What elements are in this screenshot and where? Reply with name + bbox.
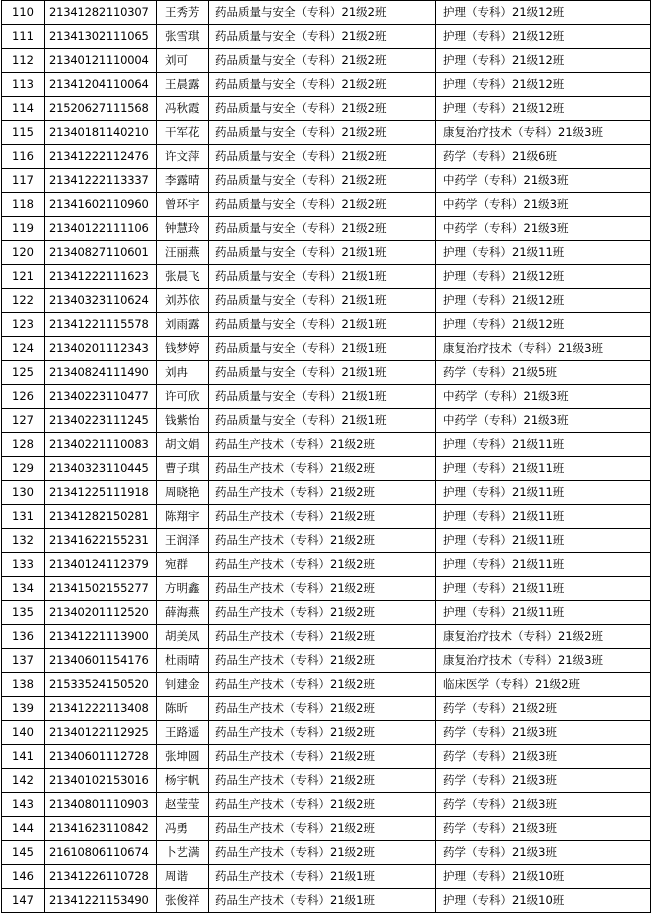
original-class-cell: 药品质量与安全（专科）21级2班 bbox=[209, 121, 436, 145]
student-name-cell: 方明鑫 bbox=[157, 577, 209, 601]
student-name-cell: 陈昕 bbox=[157, 697, 209, 721]
student-id-cell: 21341221115578 bbox=[45, 313, 157, 337]
student-name-cell: 张坤圆 bbox=[157, 745, 209, 769]
row-number-cell: 112 bbox=[2, 49, 45, 73]
student-id-cell: 21341225111918 bbox=[45, 481, 157, 505]
original-class-cell: 药品质量与安全（专科）21级2班 bbox=[209, 73, 436, 97]
student-name-cell: 钊建金 bbox=[157, 673, 209, 697]
student-id-cell: 21341222113337 bbox=[45, 169, 157, 193]
student-name-cell: 张雪琪 bbox=[157, 25, 209, 49]
student-name-cell: 王润泽 bbox=[157, 529, 209, 553]
original-class-cell: 药品生产技术（专科）21级2班 bbox=[209, 649, 436, 673]
original-class-cell: 药品质量与安全（专科）21级1班 bbox=[209, 409, 436, 433]
row-number-cell: 119 bbox=[2, 217, 45, 241]
new-class-cell: 中药学（专科）21级3班 bbox=[436, 217, 651, 241]
new-class-cell: 护理（专科）21级12班 bbox=[436, 265, 651, 289]
student-name-cell: 许文萍 bbox=[157, 145, 209, 169]
student-name-cell: 曾环宇 bbox=[157, 193, 209, 217]
row-number-cell: 146 bbox=[2, 865, 45, 889]
table-row bbox=[2, 673, 651, 697]
student-id-cell: 21341221113900 bbox=[45, 625, 157, 649]
student-id-cell: 21341222113408 bbox=[45, 697, 157, 721]
original-class-cell: 药品生产技术（专科）21级1班 bbox=[209, 865, 436, 889]
row-number-cell: 140 bbox=[2, 721, 45, 745]
new-class-cell: 护理（专科）21级11班 bbox=[436, 481, 651, 505]
student-id-cell: 21341204110064 bbox=[45, 73, 157, 97]
original-class-cell: 药品生产技术（专科）21级2班 bbox=[209, 601, 436, 625]
new-class-cell: 药学（专科）21级3班 bbox=[436, 793, 651, 817]
row-number-cell: 127 bbox=[2, 409, 45, 433]
student-id-cell: 21340323110624 bbox=[45, 289, 157, 313]
new-class-cell: 护理（专科）21级12班 bbox=[436, 289, 651, 313]
table-row bbox=[2, 217, 651, 241]
original-class-cell: 药品质量与安全（专科）21级2班 bbox=[209, 25, 436, 49]
new-class-cell: 中药学（专科）21级3班 bbox=[436, 193, 651, 217]
original-class-cell: 药品质量与安全（专科）21级1班 bbox=[209, 385, 436, 409]
student-id-cell: 21340221110083 bbox=[45, 433, 157, 457]
new-class-cell: 护理（专科）21级12班 bbox=[436, 49, 651, 73]
new-class-cell: 药学（专科）21级3班 bbox=[436, 817, 651, 841]
row-number-cell: 110 bbox=[2, 1, 45, 25]
student-id-cell: 21341602110960 bbox=[45, 193, 157, 217]
row-number-cell: 137 bbox=[2, 649, 45, 673]
original-class-cell: 药品质量与安全（专科）21级2班 bbox=[209, 145, 436, 169]
original-class-cell: 药品生产技术（专科）21级2班 bbox=[209, 673, 436, 697]
table-row bbox=[2, 841, 651, 865]
student-name-cell: 王晨露 bbox=[157, 73, 209, 97]
original-class-cell: 药品生产技术（专科）21级2班 bbox=[209, 433, 436, 457]
table-row bbox=[2, 457, 651, 481]
table-row bbox=[2, 793, 651, 817]
original-class-cell: 药品质量与安全（专科）21级2班 bbox=[209, 217, 436, 241]
new-class-cell: 康复治疗技术（专科）21级2班 bbox=[436, 625, 651, 649]
row-number-cell: 139 bbox=[2, 697, 45, 721]
student-transfer-table bbox=[1, 0, 651, 913]
student-id-cell: 21520627111568 bbox=[45, 97, 157, 121]
new-class-cell: 药学（专科）21级3班 bbox=[436, 721, 651, 745]
student-id-cell: 21340122111106 bbox=[45, 217, 157, 241]
row-number-cell: 138 bbox=[2, 673, 45, 697]
new-class-cell: 药学（专科）21级3班 bbox=[436, 841, 651, 865]
row-number-cell: 126 bbox=[2, 385, 45, 409]
table-body bbox=[2, 1, 651, 913]
student-name-cell: 王路遥 bbox=[157, 721, 209, 745]
new-class-cell: 护理（专科）21级11班 bbox=[436, 241, 651, 265]
row-number-cell: 135 bbox=[2, 601, 45, 625]
student-name-cell: 宛群 bbox=[157, 553, 209, 577]
row-number-cell: 131 bbox=[2, 505, 45, 529]
student-name-cell: 赵莹莹 bbox=[157, 793, 209, 817]
student-name-cell: 周谐 bbox=[157, 865, 209, 889]
student-id-cell: 21341282150281 bbox=[45, 505, 157, 529]
student-id-cell: 21340181140210 bbox=[45, 121, 157, 145]
table-row bbox=[2, 769, 651, 793]
new-class-cell: 护理（专科）21级12班 bbox=[436, 97, 651, 121]
row-number-cell: 143 bbox=[2, 793, 45, 817]
new-class-cell: 护理（专科）21级11班 bbox=[436, 433, 651, 457]
student-id-cell: 21340124112379 bbox=[45, 553, 157, 577]
row-number-cell: 114 bbox=[2, 97, 45, 121]
table-row bbox=[2, 97, 651, 121]
new-class-cell: 护理（专科）21级11班 bbox=[436, 577, 651, 601]
row-number-cell: 130 bbox=[2, 481, 45, 505]
student-name-cell: 张俊祥 bbox=[157, 889, 209, 913]
table-row bbox=[2, 697, 651, 721]
student-id-cell: 21340601154176 bbox=[45, 649, 157, 673]
row-number-cell: 133 bbox=[2, 553, 45, 577]
table-row bbox=[2, 577, 651, 601]
table-row bbox=[2, 25, 651, 49]
original-class-cell: 药品生产技术（专科）21级2班 bbox=[209, 817, 436, 841]
new-class-cell: 药学（专科）21级5班 bbox=[436, 361, 651, 385]
table-row bbox=[2, 265, 651, 289]
student-id-cell: 21340601112728 bbox=[45, 745, 157, 769]
table-row bbox=[2, 313, 651, 337]
original-class-cell: 药品质量与安全（专科）21级2班 bbox=[209, 97, 436, 121]
row-number-cell: 124 bbox=[2, 337, 45, 361]
original-class-cell: 药品生产技术（专科）21级2班 bbox=[209, 577, 436, 601]
student-id-cell: 21340223110477 bbox=[45, 385, 157, 409]
new-class-cell: 护理（专科）21级11班 bbox=[436, 505, 651, 529]
table-row bbox=[2, 73, 651, 97]
new-class-cell: 护理（专科）21级11班 bbox=[436, 601, 651, 625]
original-class-cell: 药品质量与安全（专科）21级1班 bbox=[209, 265, 436, 289]
row-number-cell: 128 bbox=[2, 433, 45, 457]
row-number-cell: 117 bbox=[2, 169, 45, 193]
table-row bbox=[2, 817, 651, 841]
original-class-cell: 药品质量与安全（专科）21级2班 bbox=[209, 49, 436, 73]
original-class-cell: 药品质量与安全（专科）21级2班 bbox=[209, 169, 436, 193]
table-row bbox=[2, 145, 651, 169]
student-name-cell: 杨宇帆 bbox=[157, 769, 209, 793]
student-name-cell: 许可欣 bbox=[157, 385, 209, 409]
original-class-cell: 药品生产技术（专科）21级2班 bbox=[209, 745, 436, 769]
table-row bbox=[2, 361, 651, 385]
new-class-cell: 护理（专科）21级11班 bbox=[436, 553, 651, 577]
table-row bbox=[2, 601, 651, 625]
row-number-cell: 136 bbox=[2, 625, 45, 649]
table-row bbox=[2, 121, 651, 145]
student-name-cell: 曹子琪 bbox=[157, 457, 209, 481]
new-class-cell: 护理（专科）21级12班 bbox=[436, 1, 651, 25]
row-number-cell: 142 bbox=[2, 769, 45, 793]
original-class-cell: 药品生产技术（专科）21级1班 bbox=[209, 889, 436, 913]
original-class-cell: 药品生产技术（专科）21级2班 bbox=[209, 769, 436, 793]
original-class-cell: 药品生产技术（专科）21级2班 bbox=[209, 505, 436, 529]
student-id-cell: 21340801110903 bbox=[45, 793, 157, 817]
student-name-cell: 钟慧玲 bbox=[157, 217, 209, 241]
table-row bbox=[2, 385, 651, 409]
student-name-cell: 钱紫怡 bbox=[157, 409, 209, 433]
student-name-cell: 胡文娟 bbox=[157, 433, 209, 457]
student-name-cell: 杜雨晴 bbox=[157, 649, 209, 673]
table-row bbox=[2, 505, 651, 529]
student-name-cell: 汪丽燕 bbox=[157, 241, 209, 265]
table-row bbox=[2, 49, 651, 73]
student-id-cell: 21341623110842 bbox=[45, 817, 157, 841]
original-class-cell: 药品质量与安全（专科）21级1班 bbox=[209, 361, 436, 385]
row-number-cell: 134 bbox=[2, 577, 45, 601]
new-class-cell: 中药学（专科）21级3班 bbox=[436, 169, 651, 193]
table-row bbox=[2, 481, 651, 505]
table-row bbox=[2, 241, 651, 265]
student-name-cell: 卜艺满 bbox=[157, 841, 209, 865]
student-id-cell: 21341622155231 bbox=[45, 529, 157, 553]
original-class-cell: 药品质量与安全（专科）21级1班 bbox=[209, 337, 436, 361]
student-id-cell: 21341226110728 bbox=[45, 865, 157, 889]
student-name-cell: 刘苏依 bbox=[157, 289, 209, 313]
table-row bbox=[2, 649, 651, 673]
student-name-cell: 刘冉 bbox=[157, 361, 209, 385]
new-class-cell: 护理（专科）21级10班 bbox=[436, 865, 651, 889]
table-row bbox=[2, 865, 651, 889]
original-class-cell: 药品生产技术（专科）21级2班 bbox=[209, 721, 436, 745]
original-class-cell: 药品质量与安全（专科）21级1班 bbox=[209, 241, 436, 265]
student-name-cell: 陈翔宇 bbox=[157, 505, 209, 529]
original-class-cell: 药品生产技术（专科）21级2班 bbox=[209, 697, 436, 721]
student-name-cell: 周晓艳 bbox=[157, 481, 209, 505]
student-id-cell: 21340201112520 bbox=[45, 601, 157, 625]
row-number-cell: 147 bbox=[2, 889, 45, 913]
student-name-cell: 冯勇 bbox=[157, 817, 209, 841]
student-name-cell: 王秀芳 bbox=[157, 1, 209, 25]
original-class-cell: 药品生产技术（专科）21级2班 bbox=[209, 529, 436, 553]
original-class-cell: 药品生产技术（专科）21级2班 bbox=[209, 793, 436, 817]
row-number-cell: 113 bbox=[2, 73, 45, 97]
new-class-cell: 中药学（专科）21级3班 bbox=[436, 385, 651, 409]
new-class-cell: 药学（专科）21级3班 bbox=[436, 745, 651, 769]
row-number-cell: 123 bbox=[2, 313, 45, 337]
new-class-cell: 护理（专科）21级12班 bbox=[436, 25, 651, 49]
student-id-cell: 21340201112343 bbox=[45, 337, 157, 361]
row-number-cell: 141 bbox=[2, 745, 45, 769]
student-id-cell: 21341221153490 bbox=[45, 889, 157, 913]
table-row bbox=[2, 889, 651, 913]
student-id-cell: 21341302111065 bbox=[45, 25, 157, 49]
table-row bbox=[2, 289, 651, 313]
student-id-cell: 21340323110445 bbox=[45, 457, 157, 481]
original-class-cell: 药品质量与安全（专科）21级1班 bbox=[209, 313, 436, 337]
new-class-cell: 临床医学（专科）21级2班 bbox=[436, 673, 651, 697]
student-id-cell: 21341222111623 bbox=[45, 265, 157, 289]
row-number-cell: 111 bbox=[2, 25, 45, 49]
row-number-cell: 120 bbox=[2, 241, 45, 265]
row-number-cell: 121 bbox=[2, 265, 45, 289]
new-class-cell: 中药学（专科）21级3班 bbox=[436, 409, 651, 433]
student-id-cell: 21340121110004 bbox=[45, 49, 157, 73]
table-row bbox=[2, 169, 651, 193]
student-name-cell: 干军花 bbox=[157, 121, 209, 145]
table-row bbox=[2, 433, 651, 457]
student-id-cell: 21340827110601 bbox=[45, 241, 157, 265]
student-name-cell: 胡美凤 bbox=[157, 625, 209, 649]
original-class-cell: 药品生产技术（专科）21级2班 bbox=[209, 457, 436, 481]
student-name-cell: 刘雨露 bbox=[157, 313, 209, 337]
row-number-cell: 129 bbox=[2, 457, 45, 481]
student-id-cell: 21341282110307 bbox=[45, 1, 157, 25]
new-class-cell: 康复治疗技术（专科）21级3班 bbox=[436, 649, 651, 673]
row-number-cell: 125 bbox=[2, 361, 45, 385]
original-class-cell: 药品生产技术（专科）21级2班 bbox=[209, 841, 436, 865]
student-name-cell: 李露晴 bbox=[157, 169, 209, 193]
student-id-cell: 21340223111245 bbox=[45, 409, 157, 433]
table-row bbox=[2, 409, 651, 433]
student-id-cell: 21340102153016 bbox=[45, 769, 157, 793]
student-name-cell: 冯秋霞 bbox=[157, 97, 209, 121]
row-number-cell: 118 bbox=[2, 193, 45, 217]
original-class-cell: 药品生产技术（专科）21级2班 bbox=[209, 625, 436, 649]
row-number-cell: 115 bbox=[2, 121, 45, 145]
original-class-cell: 药品质量与安全（专科）21级2班 bbox=[209, 1, 436, 25]
original-class-cell: 药品质量与安全（专科）21级1班 bbox=[209, 289, 436, 313]
row-number-cell: 122 bbox=[2, 289, 45, 313]
new-class-cell: 护理（专科）21级11班 bbox=[436, 529, 651, 553]
table-row bbox=[2, 1, 651, 25]
student-name-cell: 薛海燕 bbox=[157, 601, 209, 625]
row-number-cell: 116 bbox=[2, 145, 45, 169]
student-name-cell: 钱梦婷 bbox=[157, 337, 209, 361]
new-class-cell: 药学（专科）21级2班 bbox=[436, 697, 651, 721]
new-class-cell: 护理（专科）21级12班 bbox=[436, 73, 651, 97]
row-number-cell: 132 bbox=[2, 529, 45, 553]
table-row bbox=[2, 193, 651, 217]
new-class-cell: 护理（专科）21级12班 bbox=[436, 313, 651, 337]
table-row bbox=[2, 745, 651, 769]
student-id-cell: 21341222112476 bbox=[45, 145, 157, 169]
new-class-cell: 药学（专科）21级6班 bbox=[436, 145, 651, 169]
table-row bbox=[2, 529, 651, 553]
table-row bbox=[2, 337, 651, 361]
student-id-cell: 21610806110674 bbox=[45, 841, 157, 865]
student-name-cell: 张晨飞 bbox=[157, 265, 209, 289]
original-class-cell: 药品生产技术（专科）21级2班 bbox=[209, 553, 436, 577]
student-id-cell: 21340122112925 bbox=[45, 721, 157, 745]
student-id-cell: 21533524150520 bbox=[45, 673, 157, 697]
table-row bbox=[2, 553, 651, 577]
row-number-cell: 145 bbox=[2, 841, 45, 865]
new-class-cell: 康复治疗技术（专科）21级3班 bbox=[436, 121, 651, 145]
original-class-cell: 药品质量与安全（专科）21级2班 bbox=[209, 193, 436, 217]
new-class-cell: 护理（专科）21级10班 bbox=[436, 889, 651, 913]
student-id-cell: 21341502155277 bbox=[45, 577, 157, 601]
new-class-cell: 护理（专科）21级11班 bbox=[436, 457, 651, 481]
new-class-cell: 康复治疗技术（专科）21级3班 bbox=[436, 337, 651, 361]
table-row bbox=[2, 721, 651, 745]
table-row bbox=[2, 625, 651, 649]
row-number-cell: 144 bbox=[2, 817, 45, 841]
student-id-cell: 21340824111490 bbox=[45, 361, 157, 385]
new-class-cell: 药学（专科）21级3班 bbox=[436, 769, 651, 793]
original-class-cell: 药品生产技术（专科）21级2班 bbox=[209, 481, 436, 505]
student-name-cell: 刘可 bbox=[157, 49, 209, 73]
